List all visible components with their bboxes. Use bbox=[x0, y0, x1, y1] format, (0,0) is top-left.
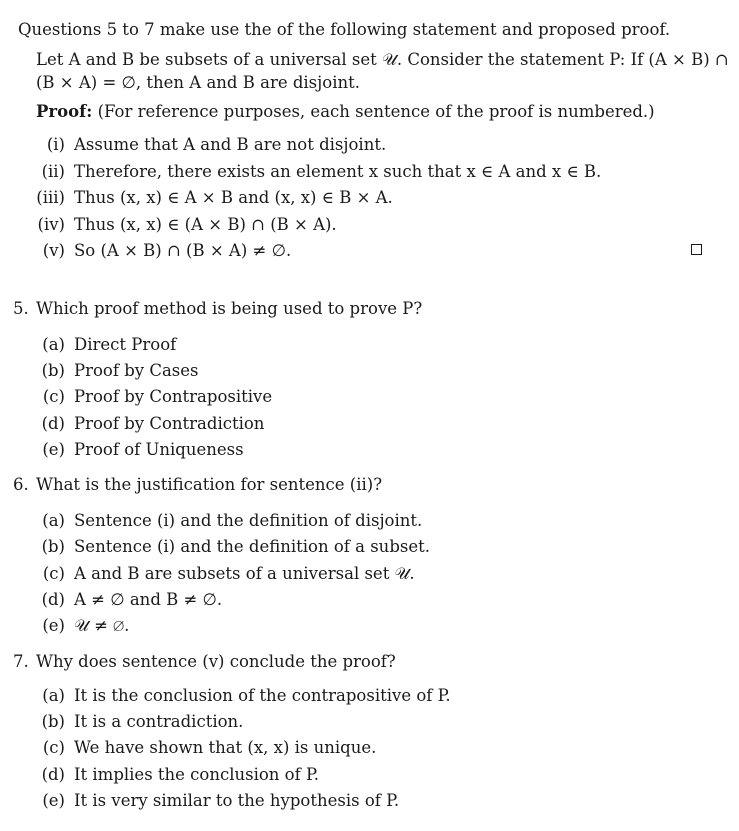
question-text: What is the justification for sentence (ii)? bbox=[36, 475, 383, 494]
option-text[interactable]: Proof by Contradiction bbox=[74, 414, 265, 433]
intro-text: Questions 5 to 7 make use the of the following statement and proposed proof. bbox=[18, 20, 671, 39]
proof-sentence-text: So (A × B) ∩ (B × A) ≠ ∅. bbox=[74, 241, 292, 260]
option-label: (b) bbox=[41, 537, 65, 556]
option-text[interactable]: Proof of Uniqueness bbox=[74, 440, 244, 459]
statement-line-2: (B × A) = ∅, then A and B are disjoint. bbox=[36, 73, 360, 92]
option-label: (a) bbox=[42, 686, 65, 705]
option-text[interactable]: It implies the conclusion of P. bbox=[74, 765, 319, 784]
question-text: Which proof method is being used to prove P? bbox=[36, 299, 423, 318]
option-text[interactable]: Sentence (i) and the definition of disjoint. bbox=[74, 511, 423, 530]
question-number: 7. bbox=[13, 652, 29, 671]
proof-sentence-text: Thus (x, x) ∈ A × B and (x, x) ∈ B × A. bbox=[74, 188, 393, 207]
proof-sentence-text: Thus (x, x) ∈ (A × B) ∩ (B × A). bbox=[74, 215, 337, 234]
proof-sentence-text: Assume that A and B are not disjoint. bbox=[74, 135, 387, 154]
qed-box-icon bbox=[691, 244, 702, 255]
option-label: (b) bbox=[41, 712, 65, 731]
option-text[interactable]: Proof by Contrapositive bbox=[74, 387, 273, 406]
proof-sentence-text: Therefore, there exists an element x such that x ∈ A and x ∈ B. bbox=[74, 162, 602, 181]
option-label: (d) bbox=[41, 414, 65, 433]
question-text: Why does sentence (v) conclude the proof? bbox=[36, 652, 396, 671]
proof-heading: Proof: bbox=[36, 102, 93, 121]
option-label: (e) bbox=[42, 791, 65, 810]
option-label: (c) bbox=[42, 738, 65, 757]
proof-heading-row bbox=[36, 102, 655, 122]
option-label: (a) bbox=[42, 511, 65, 530]
option-label: (c) bbox=[42, 387, 65, 406]
option-text[interactable]: A and B are subsets of a universal set 𝒰. bbox=[74, 564, 415, 583]
option-text[interactable]: A ≠ ∅ and B ≠ ∅. bbox=[74, 590, 223, 609]
option-label: (e) bbox=[42, 616, 65, 635]
proof-sentence-label: (v) bbox=[42, 241, 65, 260]
option-text[interactable]: It is a contradiction. bbox=[74, 712, 244, 731]
option-text[interactable]: Proof by Cases bbox=[74, 361, 199, 380]
question-number: 5. bbox=[13, 299, 29, 318]
question-number: 6. bbox=[13, 475, 29, 494]
option-text[interactable]: Sentence (i) and the definition of a subset. bbox=[74, 537, 430, 556]
option-text[interactable]: It is very similar to the hypothesis of P. bbox=[74, 791, 400, 810]
option-label: (b) bbox=[41, 361, 65, 380]
option-text[interactable]: We have shown that (x, x) is unique. bbox=[74, 738, 377, 757]
proof-sentence-label: (iii) bbox=[36, 188, 65, 207]
option-label: (d) bbox=[41, 765, 65, 784]
statement-line-1: Let A and B be subsets of a universal set 𝒰. Consider the statement P: If (A × B) ∩ bbox=[36, 50, 729, 69]
option-label: (d) bbox=[41, 590, 65, 609]
option-label: (e) bbox=[42, 440, 65, 459]
proof-sentence-label: (ii) bbox=[41, 162, 65, 181]
proof-note: (For reference purposes, each sentence of the proof is numbered.) bbox=[97, 102, 655, 121]
option-label: (a) bbox=[42, 335, 65, 354]
option-text[interactable]: Direct Proof bbox=[74, 335, 177, 354]
option-label: (c) bbox=[42, 564, 65, 583]
option-text[interactable]: 𝒰 ≠ ∅. bbox=[74, 616, 130, 635]
proof-sentence-label: (iv) bbox=[37, 215, 65, 234]
option-text[interactable]: It is the conclusion of the contrapositive of P. bbox=[74, 686, 451, 705]
proof-sentence-label: (i) bbox=[46, 135, 65, 154]
